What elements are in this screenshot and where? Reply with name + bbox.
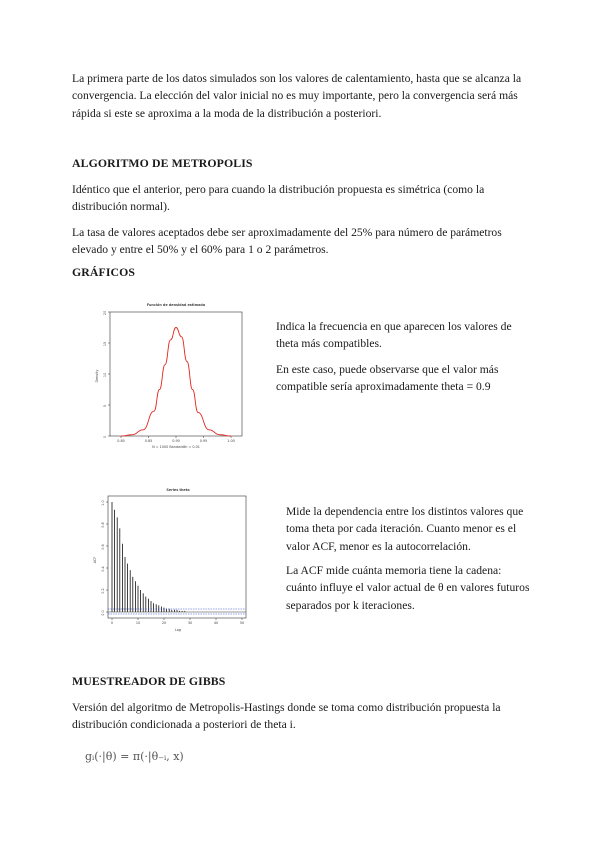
- acf-xtick-label: 20: [161, 621, 167, 625]
- metropolis-paragraph-1: Idéntico que el anterior, pero para cuando la distribución propuesta es simétrica (como la distribución normal).: [72, 183, 485, 214]
- acf-ytick-label: 0.6: [101, 544, 105, 550]
- density-ytick-label: 0: [103, 435, 107, 439]
- acf-chart-xlabel: Lag: [174, 628, 182, 632]
- acf-chart-title: Series theta: [166, 488, 190, 492]
- acf-ytick-label: 1.0: [101, 500, 105, 506]
- acf-xtick-label: 40: [213, 621, 219, 625]
- acf-xtick-label: 10: [135, 621, 141, 625]
- acf-ytick-label: 0.8: [101, 522, 105, 528]
- density-description-2: En este caso, puede observarse que el valor más compatible sería aproximadamente theta = 0.9: [276, 363, 499, 394]
- metropolis-heading: ALGORITMO DE METROPOLIS: [72, 156, 253, 170]
- gibbs-paragraph: Versión del algoritmo de Metropolis-Hastings donde se toma como distribución propuesta la distribución condicionada a posteriori de theta i.: [72, 701, 501, 732]
- graficos-heading: GRÁFICOS: [72, 265, 136, 279]
- density-ytick-label: 15: [103, 341, 107, 347]
- acf-xtick-label: 30: [187, 621, 193, 625]
- acf-ytick-label: 0.2: [101, 588, 105, 594]
- density-xtick-label: 0.80: [117, 439, 125, 443]
- acf-ytick-label: 0.0: [101, 610, 105, 616]
- acf-ytick-label: 0.4: [101, 566, 105, 572]
- density-ytick-label: 20: [103, 310, 107, 316]
- intro-paragraph: La primera parte de los datos simulados son los valores de calentamiento, hasta que se alcanza la convergencia. La elección del valor inicial no es muy importante, pero la convergencia será más rápida si este se aproxima a la moda de la distribución a posteriori.: [72, 72, 522, 120]
- gibbs-heading: MUESTREADOR DE GIBBS: [72, 674, 226, 688]
- density-chart-title: Función de densidad estimada: [146, 303, 206, 307]
- acf-chart-ylabel: ACF: [93, 556, 97, 564]
- density-xtick-label: 1.00: [227, 439, 235, 443]
- acf-description-1: Mide la dependencia entre los distintos valores que toma theta por cada iteración. Cuanto menor es el valor ACF, menor es la autocorrelación.: [286, 505, 524, 553]
- acf-xtick-label: 50: [239, 621, 245, 625]
- density-chart-ylabel: Density: [95, 369, 99, 383]
- acf-description-2: La ACF mide cuánta memoria tiene la cadena: cuánto influye el valor actual de θ en valores futuros separados por k iteraciones.: [286, 564, 530, 612]
- gibbs-formula: gᵢ(·|θ) = π(·|θ₋ᵢ, x): [85, 750, 184, 763]
- density-chart-xlabel: N = 1000 Bandwidth = 0.01: [152, 445, 200, 449]
- density-ytick-label: 5: [103, 404, 107, 408]
- density-description-1: Indica la frecuencia en que aparecen los valores de theta más compatibles.: [276, 320, 512, 351]
- metropolis-paragraph-2: La tasa de valores aceptados debe ser aproximadamente del 25% para número de parámetros elevado y entre el 50% y el 60% para 1 o 2 parámetros.: [72, 226, 502, 257]
- acf-xtick-label: 0: [110, 621, 114, 625]
- density-ytick-label: 10: [103, 372, 107, 378]
- density-xtick-label: 0.85: [144, 439, 153, 443]
- acf-chart: [90, 484, 250, 634]
- density-xtick-label: 0.90: [172, 439, 180, 443]
- density-chart: [92, 298, 252, 454]
- density-xtick-label: 0.95: [199, 439, 208, 443]
